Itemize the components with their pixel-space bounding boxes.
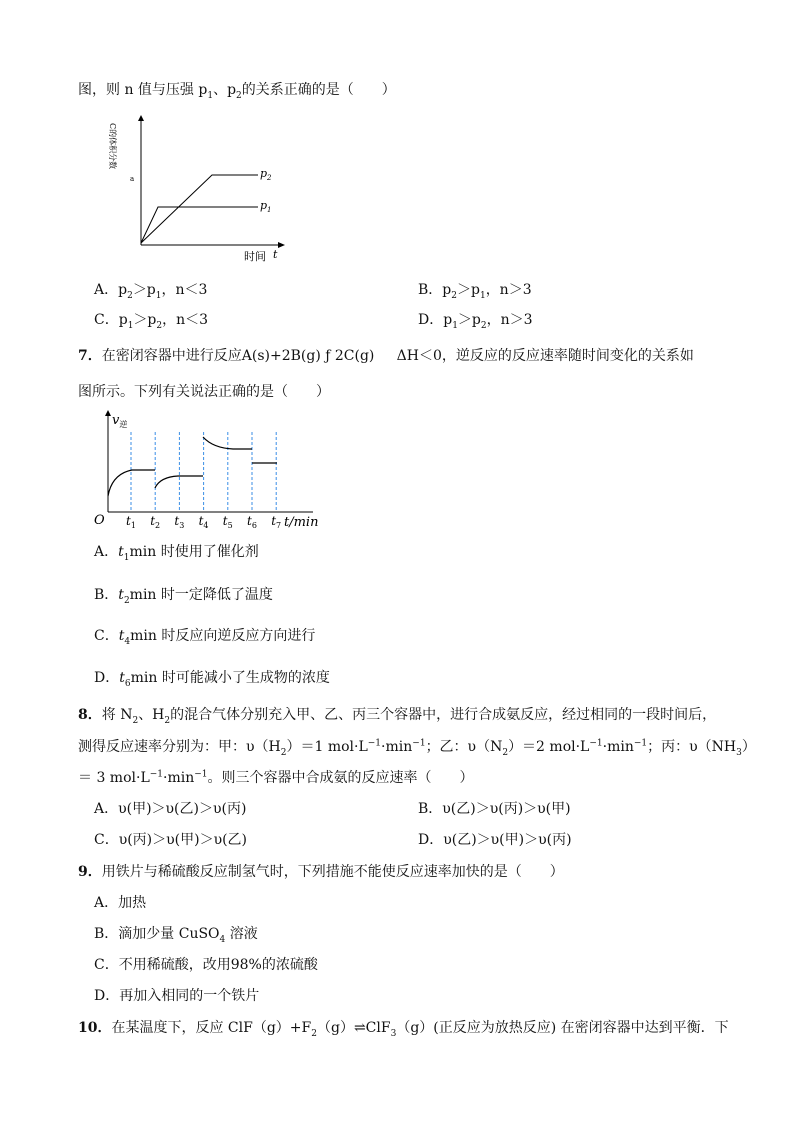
q6-chart bbox=[100, 115, 290, 265]
q7-tick-label: $t_6$ bbox=[247, 514, 257, 530]
q7-tick-label: $t_4$ bbox=[198, 514, 209, 530]
q7-option-d[interactable]: D．$t_6\min$ 时可能减小了生成物的浓度 bbox=[94, 670, 330, 689]
q6-xvar: t bbox=[273, 248, 278, 261]
q6-curve-p2 bbox=[141, 175, 258, 243]
q6-option-d[interactable]: D．$p_1>p_2$，n＞3 bbox=[418, 312, 533, 331]
q9-option-b[interactable]: B．滴加少量 CuSO$_4$ 溶液 bbox=[94, 926, 258, 945]
q7-tick-label: $t_7$ bbox=[271, 514, 282, 530]
q6-intro: 图，则 n 值与压强 $p_1$、$p_2$的关系正确的是（ ） bbox=[78, 82, 396, 101]
q6-ylabel: C的体积分数 bbox=[108, 123, 117, 170]
q8-option-d[interactable]: D．υ(乙)＞υ(甲)＞υ(丙) bbox=[418, 832, 572, 848]
q7-stem-line2: 图所示。下列有关说法正确的是（ ） bbox=[78, 384, 330, 400]
q7-option-b[interactable]: B．$t_2\min$ 时一定降低了温度 bbox=[94, 587, 273, 606]
q9-stem: 9．用铁片与稀硫酸反应制氢气时，下列措施不能使反应速率加快的是（ ） bbox=[78, 864, 564, 880]
q7-tick-label: $t_3$ bbox=[174, 514, 185, 530]
q7-ylabel: $v_逆$ bbox=[112, 413, 128, 429]
q8-option-a[interactable]: A．υ(甲)＞υ(乙)＞υ(丙) bbox=[94, 801, 247, 817]
q7-xunit: t/min bbox=[284, 515, 319, 530]
q6-label-p1: $p_1$ bbox=[260, 199, 272, 214]
q10-stem: 10．在某温度下，反应 $ClF(g)+F_2(g)\rightleftharpoons ClF_3(g)$(正反应为放热反应) 在密闭容器中达到平衡．下 bbox=[78, 1020, 729, 1039]
q6-option-a[interactable]: A．$p_2>p_1$，n＜3 bbox=[94, 282, 208, 301]
q8-option-c[interactable]: C．υ(丙)＞υ(甲)＞υ(乙) bbox=[94, 832, 248, 848]
q6-curve-p1 bbox=[141, 207, 258, 243]
q7-tick-label: $t_5$ bbox=[222, 514, 233, 530]
q9-option-d[interactable]: D．再加入相同的一个铁片 bbox=[94, 988, 260, 1004]
q9-option-a[interactable]: A．加热 bbox=[94, 895, 147, 911]
q7-stem-line1: 7．在密闭容器中进行反应A(s)+2B(g) ƒ 2C(g) ΔH＜0，逆反应的反应速率随时间变化的关系如 bbox=[78, 348, 694, 364]
q7-chart bbox=[88, 408, 328, 533]
q6-ymark: a bbox=[130, 175, 135, 183]
q8-stem-line2: 测得反应速率分别为：甲：$\upsilon(H_2)=1$ $mol\cdot L^{-1}\cdot\min^{-1}$；乙：$\upsilon(N_2)=2$ $mol\cdot L^{-1}\cdot\min^{-1}$；丙：$\upsilon(NH_3)$ bbox=[78, 738, 756, 758]
q6-xlabel: 时间 bbox=[244, 250, 266, 263]
q9-option-c[interactable]: C．不用稀硫酸，改用98%的浓硫酸 bbox=[94, 957, 318, 973]
q8-option-b[interactable]: B．υ(乙)＞υ(丙)＞υ(甲) bbox=[418, 801, 571, 817]
q8-stem-line3: ＝ 3 $mol\cdot L^{-1}\cdot\min^{-1}$。则三个容器中合成氨的反应速率（ ） bbox=[78, 769, 474, 786]
q6-label-p2: $p_2$ bbox=[260, 167, 272, 182]
q7-origin: O bbox=[94, 513, 105, 528]
q7-option-a[interactable]: A．$t_1\min$ 时使用了催化剂 bbox=[94, 544, 259, 563]
q8-stem-line1: 8．将 $N_2$、$H_2$的混合气体分别充入甲、乙、丙三个容器中，进行合成氨反应，经过相同的一段时间后， bbox=[78, 707, 717, 726]
q7-tick-label: $t_1$ bbox=[126, 514, 136, 530]
q6-option-c[interactable]: C．$p_1>p_2$，n＜3 bbox=[94, 312, 209, 331]
q7-option-c[interactable]: C．$t_4\min$ 时反应向逆反应方向进行 bbox=[94, 628, 316, 647]
q7-tick-label: $t_2$ bbox=[150, 514, 161, 530]
q6-option-b[interactable]: B．$p_2>p_1$，n＞3 bbox=[418, 282, 532, 301]
